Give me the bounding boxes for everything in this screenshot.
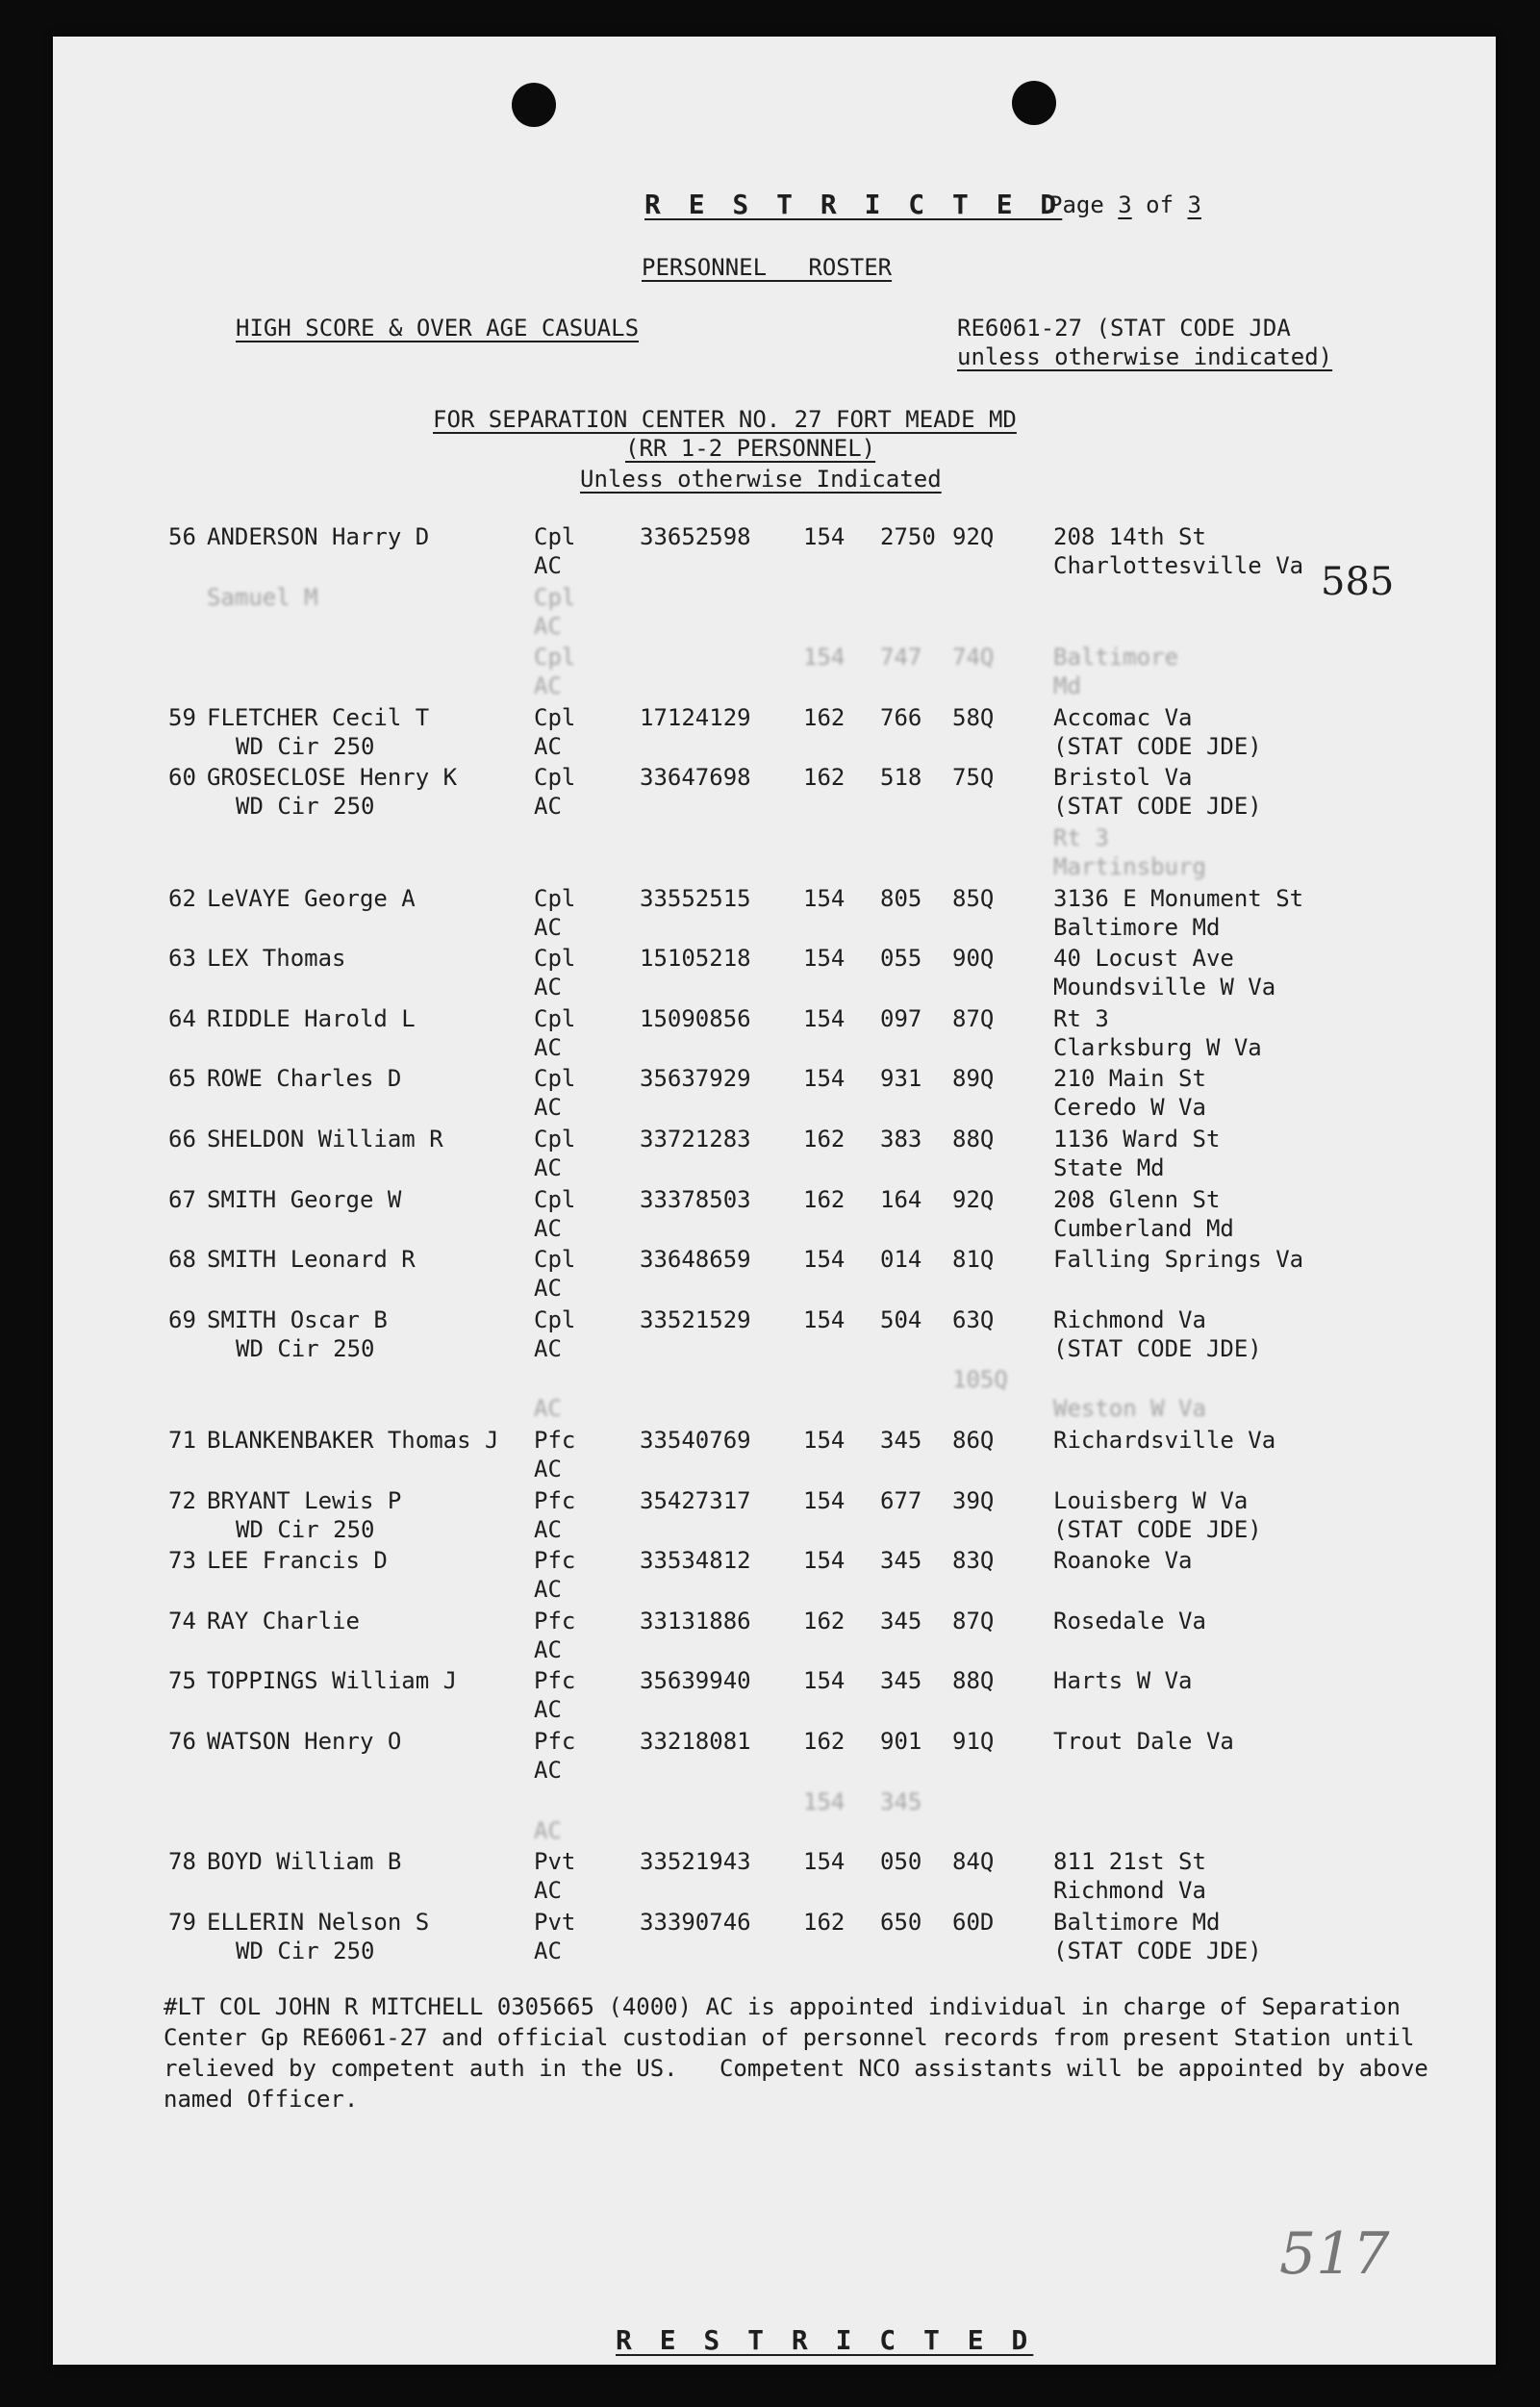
- code: 154: [803, 1848, 846, 1876]
- address-line1: 811 21st St: [1053, 1848, 1206, 1876]
- grade: Pvt: [534, 1848, 576, 1876]
- points: 345: [880, 1427, 922, 1454]
- table-row: [53, 1546, 1496, 1606]
- address-line1: 210 Main St: [1053, 1065, 1206, 1093]
- soldier-name: SHELDON William R: [207, 1126, 443, 1153]
- soldier-name: ROWE Charles D: [207, 1065, 402, 1093]
- code: 162: [803, 1126, 846, 1153]
- serial-number: 33648659: [640, 1246, 751, 1274]
- code: 154: [803, 1427, 846, 1454]
- table-row: [53, 823, 1496, 883]
- table-row: [53, 1727, 1496, 1786]
- code: 154: [803, 523, 846, 550]
- serial-number: 35639940: [640, 1667, 751, 1695]
- address-line1: Louisberg W Va: [1053, 1486, 1249, 1514]
- table-row: [53, 1305, 1496, 1365]
- table-row: [53, 763, 1496, 823]
- mos-code: 63Q: [952, 1305, 995, 1333]
- circular-note: WD Cir 250: [236, 793, 375, 821]
- code: 162: [803, 1728, 846, 1755]
- points: 650: [880, 1908, 922, 1936]
- group-title: HIGH SCORE & OVER AGE CASUALS: [236, 315, 640, 342]
- row-number: 72: [168, 1486, 196, 1514]
- soldier-name: FLETCHER Cecil T: [207, 703, 430, 731]
- mos-code: 83Q: [952, 1547, 995, 1575]
- table-row: [53, 643, 1496, 702]
- row-number: 60: [168, 764, 196, 792]
- address-line2: Ceredo W Va: [1053, 1094, 1206, 1122]
- mos-code: 81Q: [952, 1246, 995, 1274]
- branch: AC: [534, 1275, 562, 1303]
- mos-code: 92Q: [952, 1185, 995, 1213]
- soldier-name: BLANKENBAKER Thomas J: [207, 1427, 499, 1454]
- stat-code-line1: RE6061-27 (STAT CODE JDA: [957, 315, 1291, 342]
- address-line2: (STAT CODE JDE): [1053, 1515, 1262, 1543]
- points: 345: [880, 1787, 922, 1815]
- branch: AC: [534, 1696, 562, 1724]
- grade: Cpl: [534, 945, 576, 973]
- grade: Pfc: [534, 1607, 576, 1634]
- code: 154: [803, 945, 846, 973]
- code: 154: [803, 1004, 846, 1032]
- points: 805: [880, 884, 922, 912]
- code: 162: [803, 1185, 846, 1213]
- mos-code: 88Q: [952, 1667, 995, 1695]
- circular-note: WD Cir 250: [236, 732, 375, 760]
- soldier-name: WATSON Henry O: [207, 1728, 402, 1755]
- document-page: [53, 37, 1496, 2365]
- code: 154: [803, 1486, 846, 1514]
- address-line1: 3136 E Monument St: [1053, 884, 1304, 912]
- serial-number: 33534812: [640, 1547, 751, 1575]
- soldier-name: ELLERIN Nelson S: [207, 1908, 430, 1936]
- code: 154: [803, 884, 846, 912]
- page-indicator: [1048, 190, 1201, 219]
- grade: Cpl: [534, 764, 576, 792]
- grade: Cpl: [534, 1246, 576, 1274]
- soldier-name: BOYD William B: [207, 1848, 402, 1876]
- grade: Pfc: [534, 1427, 576, 1454]
- page-total: 3: [1187, 191, 1201, 218]
- address-line2: Cumberland Md: [1053, 1214, 1234, 1242]
- points: 014: [880, 1246, 922, 1274]
- table-row: [53, 944, 1496, 1003]
- soldier-name: SMITH Leonard R: [207, 1246, 416, 1274]
- grade: Cpl: [534, 1065, 576, 1093]
- address-line1: Harts W Va: [1053, 1667, 1193, 1695]
- points: 345: [880, 1547, 922, 1575]
- address-line1: 40 Locust Ave: [1053, 945, 1234, 973]
- circular-note: WD Cir 250: [236, 1515, 375, 1543]
- points: 518: [880, 764, 922, 792]
- table-row: [53, 1426, 1496, 1485]
- address-line1: Richmond Va: [1053, 1305, 1206, 1333]
- table-row: [53, 1245, 1496, 1305]
- grade: Pvt: [534, 1908, 576, 1936]
- points: 050: [880, 1848, 922, 1876]
- mos-code: 87Q: [952, 1004, 995, 1032]
- serial-number: 33390746: [640, 1908, 751, 1936]
- row-number: 78: [168, 1848, 196, 1876]
- row-number: 73: [168, 1547, 196, 1575]
- branch: AC: [534, 1094, 562, 1122]
- serial-number: 33218081: [640, 1728, 751, 1755]
- mos-code: 89Q: [952, 1065, 995, 1093]
- grade: Pfc: [534, 1486, 576, 1514]
- row-number: 71: [168, 1427, 196, 1454]
- row-number: 64: [168, 1004, 196, 1032]
- soldier-name: RIDDLE Harold L: [207, 1004, 416, 1032]
- address-line1: Baltimore: [1053, 644, 1179, 671]
- page-of: of: [1146, 191, 1174, 218]
- soldier-name: SMITH Oscar B: [207, 1305, 388, 1333]
- table-row: [53, 703, 1496, 763]
- grade: Cpl: [534, 1004, 576, 1032]
- mos-code: 85Q: [952, 884, 995, 912]
- row-number: 68: [168, 1246, 196, 1274]
- code: 154: [803, 1305, 846, 1333]
- soldier-name: ANDERSON Harry D: [207, 523, 430, 550]
- address-line1: Baltimore Md: [1053, 1908, 1221, 1936]
- mos-code: 84Q: [952, 1848, 995, 1876]
- mos-code: 91Q: [952, 1728, 995, 1755]
- address-line2: (STAT CODE JDE): [1053, 732, 1262, 760]
- address-line2: (STAT CODE JDE): [1053, 1937, 1262, 1964]
- address-line1: Trout Dale Va: [1053, 1728, 1234, 1755]
- points: 097: [880, 1004, 922, 1032]
- soldier-name: BRYANT Lewis P: [207, 1486, 402, 1514]
- points: 345: [880, 1667, 922, 1695]
- code: 154: [803, 1246, 846, 1274]
- mos-code: 90Q: [952, 945, 995, 973]
- grade: Cpl: [534, 884, 576, 912]
- branch: AC: [534, 1757, 562, 1784]
- address-line1: 208 Glenn St: [1053, 1185, 1221, 1213]
- code: 162: [803, 764, 846, 792]
- page-label: Page: [1048, 191, 1104, 218]
- table-row: [53, 1125, 1496, 1184]
- address-line1: Rt 3: [1053, 824, 1109, 851]
- branch: AC: [534, 974, 562, 1001]
- serial-number: 17124129: [640, 703, 751, 731]
- address-line1: Bristol Va: [1053, 764, 1193, 792]
- serial-number: 33552515: [640, 884, 751, 912]
- punch-hole-right: [1012, 81, 1056, 125]
- page-number: 3: [1118, 191, 1132, 218]
- branch: AC: [534, 1816, 562, 1844]
- mos-code: 39Q: [952, 1486, 995, 1514]
- code: 154: [803, 1667, 846, 1695]
- mos-code: 92Q: [952, 523, 995, 550]
- table-row: [53, 583, 1496, 643]
- address-line2: Clarksburg W Va: [1053, 1033, 1262, 1061]
- branch: AC: [534, 1937, 562, 1964]
- serial-number: 33540769: [640, 1427, 751, 1454]
- branch: AC: [534, 612, 562, 640]
- address-line2: Md: [1053, 672, 1081, 700]
- code: 162: [803, 703, 846, 731]
- branch: AC: [534, 913, 562, 941]
- row-number: 75: [168, 1667, 196, 1695]
- code: 154: [803, 1065, 846, 1093]
- circular-note: WD Cir 250: [236, 1937, 375, 1964]
- row-number: 59: [168, 703, 196, 731]
- table-row: [53, 1787, 1496, 1847]
- soldier-name: TOPPINGS William J: [207, 1667, 458, 1695]
- mos-code: 87Q: [952, 1607, 995, 1634]
- branch: AC: [534, 1395, 562, 1423]
- branch: AC: [534, 1456, 562, 1482]
- address-line2: Weston W Va: [1053, 1395, 1206, 1423]
- margin-stamp-number: 585: [1321, 560, 1395, 604]
- branch: AC: [534, 1635, 562, 1663]
- address-line1: 1136 Ward St: [1053, 1126, 1221, 1153]
- serial-number: 33652598: [640, 523, 751, 550]
- roster-title: PERSONNEL ROSTER: [642, 254, 893, 281]
- grade: Cpl: [534, 1185, 576, 1213]
- address-line2: State Md: [1053, 1154, 1165, 1181]
- serial-number: 15090856: [640, 1004, 751, 1032]
- address-line1: Rt 3: [1053, 1004, 1109, 1032]
- address-line1: Accomac Va: [1053, 703, 1193, 731]
- grade: Cpl: [534, 583, 576, 611]
- address-line1: Richardsville Va: [1053, 1427, 1276, 1454]
- points: 677: [880, 1486, 922, 1514]
- code: 162: [803, 1607, 846, 1634]
- address-line2: (STAT CODE JDE): [1053, 1334, 1262, 1362]
- row-number: 65: [168, 1065, 196, 1093]
- branch: AC: [534, 1154, 562, 1181]
- points: 164: [880, 1185, 922, 1213]
- table-row: [53, 522, 1496, 582]
- code: 154: [803, 1787, 846, 1815]
- table-row: [53, 1185, 1496, 1245]
- address-line2: Richmond Va: [1053, 1877, 1206, 1905]
- center-line3: Unless otherwise Indicated: [580, 466, 942, 493]
- branch: AC: [534, 1877, 562, 1905]
- branch: AC: [534, 793, 562, 821]
- mos-code: 74Q: [952, 644, 995, 671]
- table-row: [53, 1365, 1496, 1425]
- address-line1: Rosedale Va: [1053, 1607, 1206, 1634]
- soldier-name: SMITH George W: [207, 1185, 402, 1213]
- address-line1: Falling Springs Va: [1053, 1246, 1304, 1274]
- points: 766: [880, 703, 922, 731]
- serial-number: 33521529: [640, 1305, 751, 1333]
- soldier-name: LeVAYE George A: [207, 884, 416, 912]
- mos-code: 105Q: [952, 1366, 1008, 1394]
- branch: AC: [534, 672, 562, 700]
- points: 504: [880, 1305, 922, 1333]
- table-row: [53, 1486, 1496, 1546]
- row-number: 62: [168, 884, 196, 912]
- address-line2: Moundsville W Va: [1053, 974, 1276, 1001]
- mos-code: 60D: [952, 1908, 995, 1936]
- row-number: 76: [168, 1728, 196, 1755]
- points: 901: [880, 1728, 922, 1755]
- soldier-name: LEE Francis D: [207, 1547, 388, 1575]
- grade: Pfc: [534, 1728, 576, 1755]
- serial-number: 33521943: [640, 1848, 751, 1876]
- points: 345: [880, 1607, 922, 1634]
- soldier-name: Samuel M: [207, 583, 318, 611]
- stat-code-line2: unless otherwise indicated): [957, 343, 1333, 370]
- soldier-name: GROSECLOSE Henry K: [207, 764, 458, 792]
- circular-note: WD Cir 250: [236, 1334, 375, 1362]
- address-line2: Martinsburg: [1053, 853, 1206, 880]
- serial-number: 33378503: [640, 1185, 751, 1213]
- address-line2: Baltimore Md: [1053, 913, 1221, 941]
- branch: AC: [534, 732, 562, 760]
- grade: Cpl: [534, 644, 576, 671]
- row-number: 66: [168, 1126, 196, 1153]
- branch: AC: [534, 1515, 562, 1543]
- points: 747: [880, 644, 922, 671]
- row-number: 63: [168, 945, 196, 973]
- code: 154: [803, 644, 846, 671]
- table-row: [53, 884, 1496, 944]
- serial-number: 33131886: [640, 1607, 751, 1634]
- mos-code: 86Q: [952, 1427, 995, 1454]
- grade: Cpl: [534, 703, 576, 731]
- table-row: [53, 1908, 1496, 1967]
- address-line2: Charlottesville Va: [1053, 552, 1304, 579]
- restricted-footer: R E S T R I C T E D: [616, 2324, 1034, 2356]
- points: 055: [880, 945, 922, 973]
- row-number: 69: [168, 1305, 196, 1333]
- points: 2750: [880, 523, 936, 550]
- code: 162: [803, 1908, 846, 1936]
- branch: AC: [534, 552, 562, 579]
- row-number: 67: [168, 1185, 196, 1213]
- address-line2: (STAT CODE JDE): [1053, 793, 1262, 821]
- punch-hole-left: [512, 83, 556, 127]
- grade: Pfc: [534, 1547, 576, 1575]
- grade: Pfc: [534, 1667, 576, 1695]
- handwritten-number: 517: [1279, 2220, 1390, 2288]
- mos-code: 58Q: [952, 703, 995, 731]
- serial-number: 33647698: [640, 764, 751, 792]
- table-row: [53, 1607, 1496, 1666]
- grade: Cpl: [534, 523, 576, 550]
- footnote: #LT COL JOHN R MITCHELL 0305665 (4000) AC is appointed individual in charge of Separation Center Gp RE6061-27 and official custodian of personnel records from present Station until relieved by competent auth in the US. Competent NCO assistants will be appointed by above named Officer.: [164, 1993, 1443, 2113]
- soldier-name: LEX Thomas: [207, 945, 346, 973]
- mos-code: 75Q: [952, 764, 995, 792]
- serial-number: 15105218: [640, 945, 751, 973]
- code: 154: [803, 1547, 846, 1575]
- branch: AC: [534, 1576, 562, 1604]
- address-line1: Roanoke Va: [1053, 1547, 1193, 1575]
- row-number: 56: [168, 523, 196, 550]
- center-line1: FOR SEPARATION CENTER NO. 27 FORT MEADE MD: [433, 406, 1017, 433]
- table-row: [53, 1666, 1496, 1726]
- row-number: 74: [168, 1607, 196, 1634]
- branch: AC: [534, 1334, 562, 1362]
- row-number: 79: [168, 1908, 196, 1936]
- table-row: [53, 1004, 1496, 1064]
- branch: AC: [534, 1033, 562, 1061]
- restricted-header: R E S T R I C T E D: [644, 189, 1063, 220]
- center-line2: (RR 1-2 PERSONNEL): [625, 435, 876, 462]
- points: 931: [880, 1065, 922, 1093]
- grade: Cpl: [534, 1305, 576, 1333]
- serial-number: 33721283: [640, 1126, 751, 1153]
- mos-code: 88Q: [952, 1126, 995, 1153]
- branch: AC: [534, 1214, 562, 1242]
- serial-number: 35637929: [640, 1065, 751, 1093]
- table-row: [53, 1064, 1496, 1124]
- serial-number: 35427317: [640, 1486, 751, 1514]
- table-row: [53, 1847, 1496, 1907]
- grade: Cpl: [534, 1126, 576, 1153]
- points: 383: [880, 1126, 922, 1153]
- soldier-name: RAY Charlie: [207, 1607, 360, 1634]
- address-line1: 208 14th St: [1053, 523, 1206, 550]
